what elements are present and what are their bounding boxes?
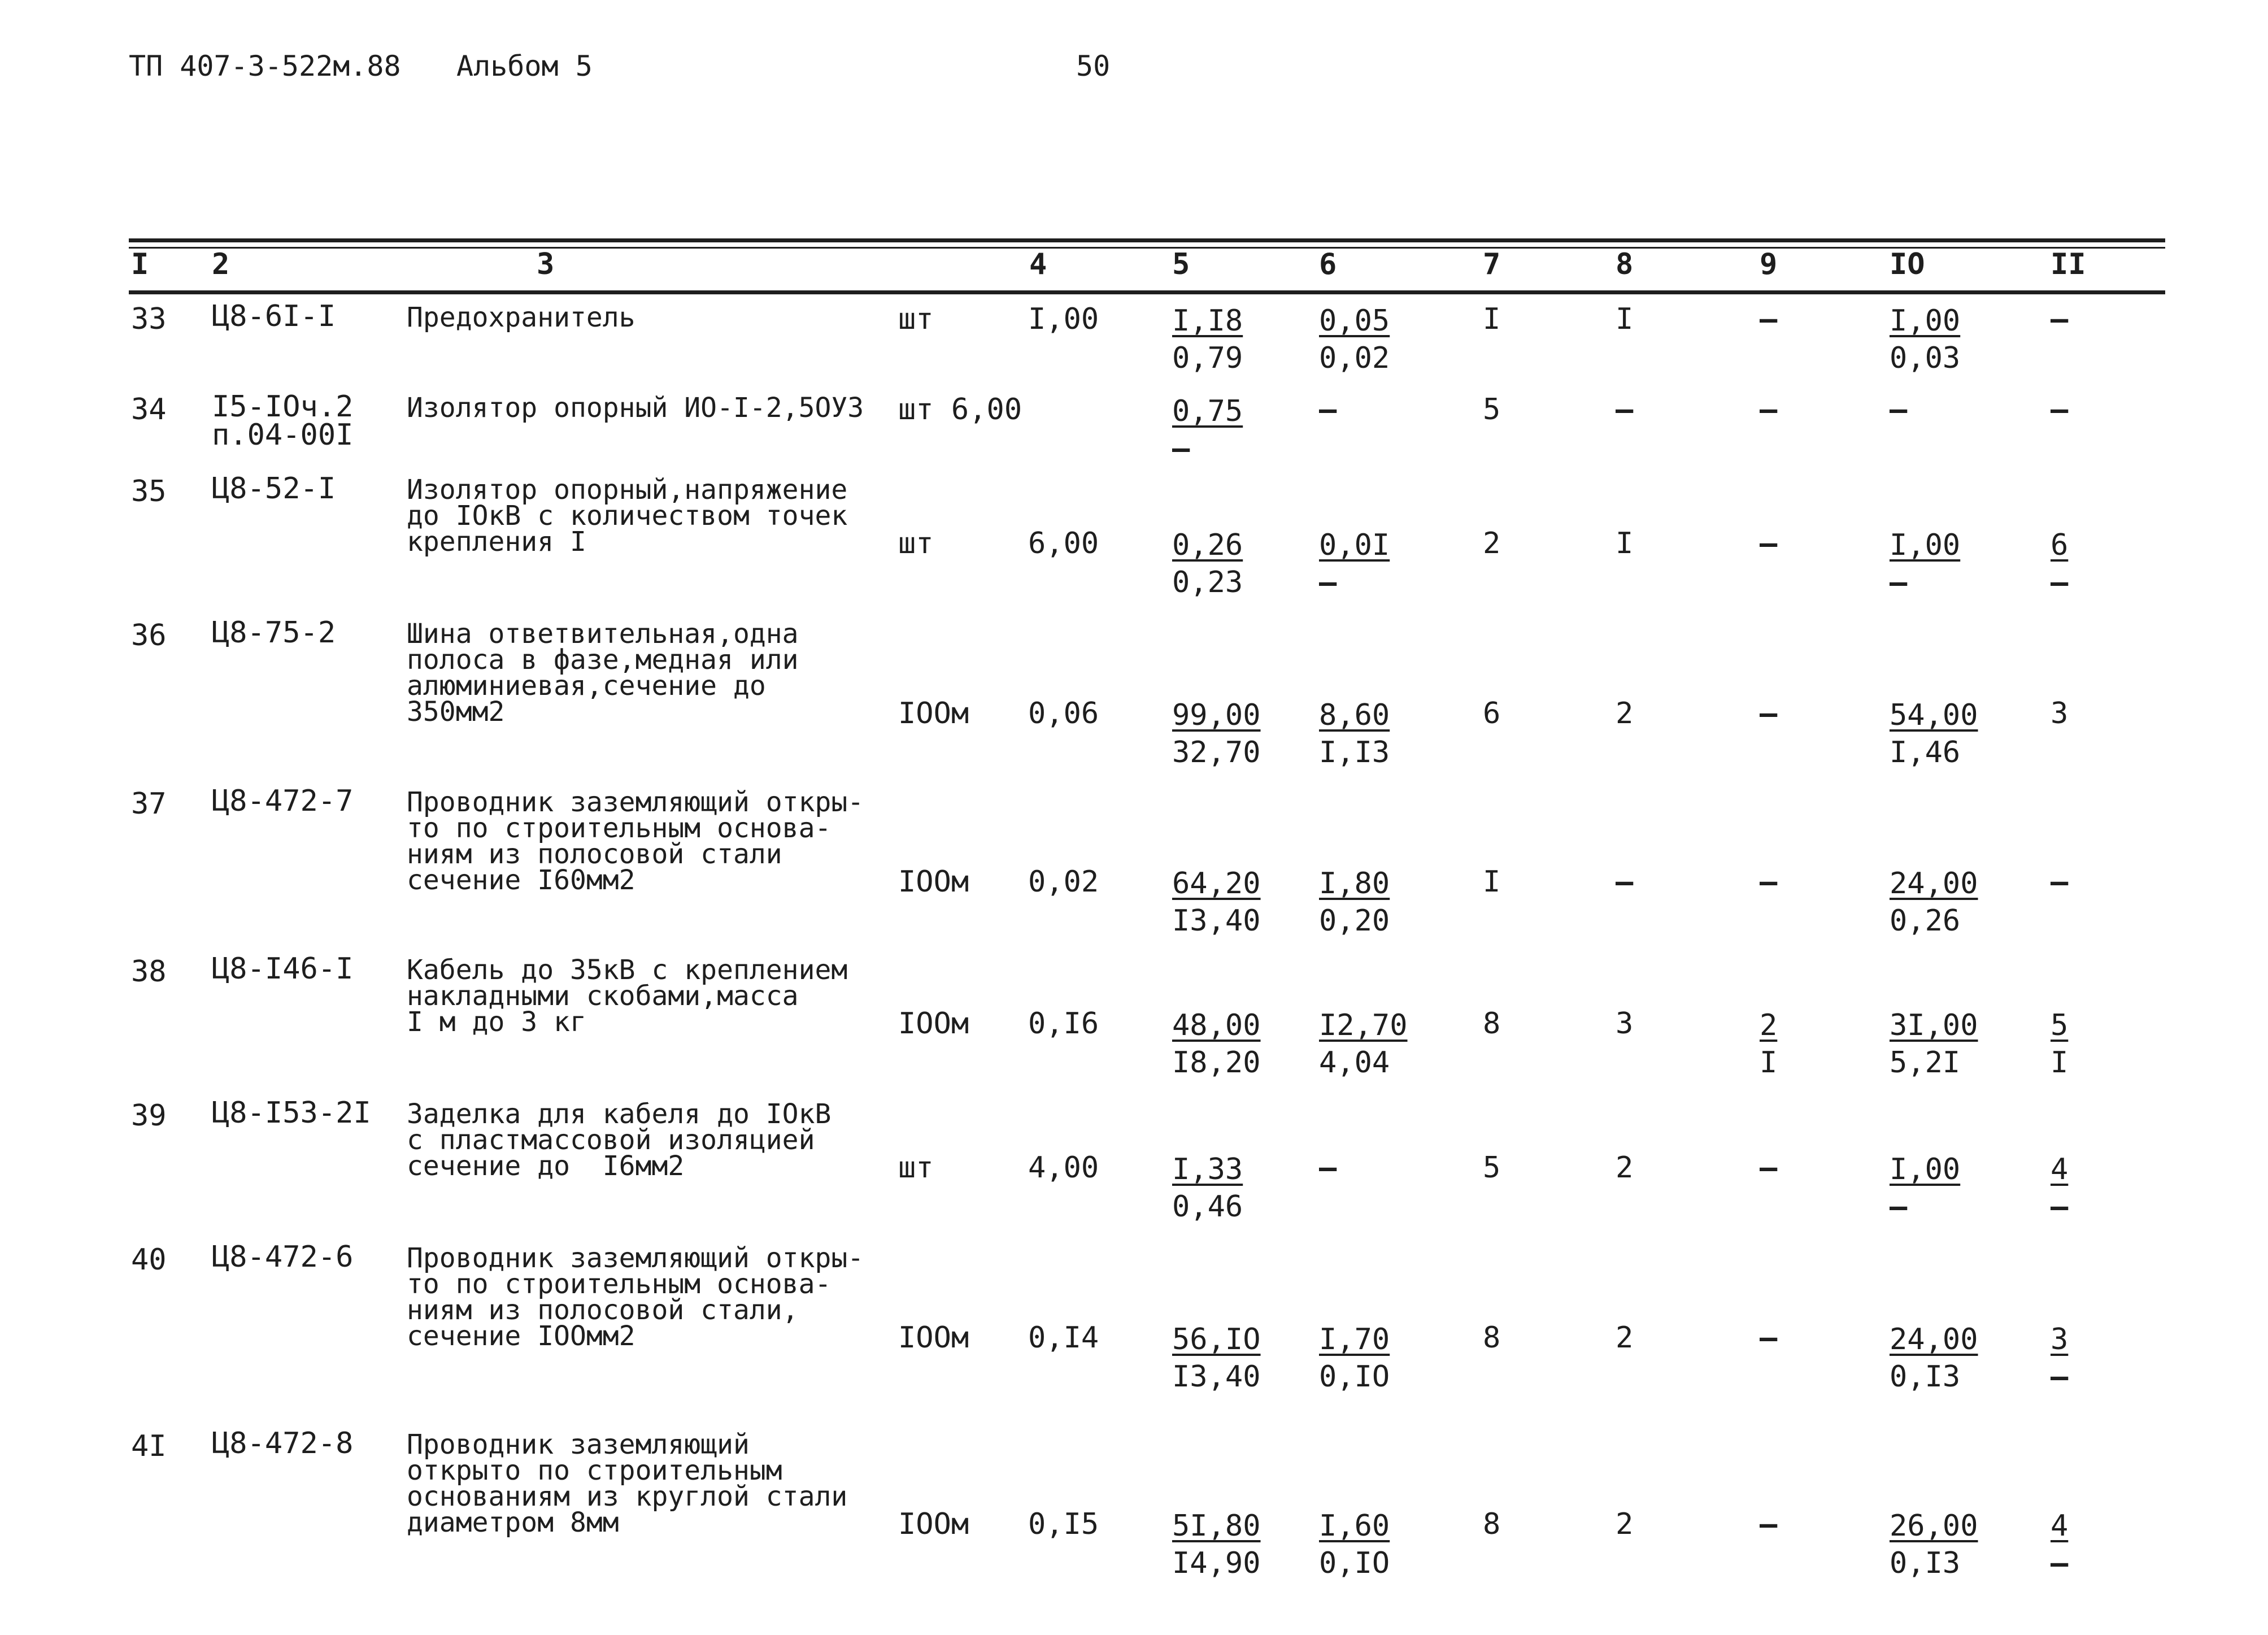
fraction-numerator: 64,20 <box>1172 867 1261 901</box>
work-name: Изолятор опорный,напряжение до IOкВ с количеством точек крепления I <box>407 474 848 558</box>
page-number: 50 <box>1076 50 1111 82</box>
fraction-denominator: I3,40 <box>1172 904 1261 938</box>
fraction-numerator: 5I,80 <box>1172 1509 1261 1543</box>
col-11-value <box>2051 1007 2068 1081</box>
fraction-numerator: 6 <box>2051 528 2069 562</box>
unit: IOOм <box>898 1007 969 1041</box>
unit: шт <box>898 527 934 560</box>
quantity: 0,06 <box>1028 697 1099 730</box>
fraction-denominator: 0,79 <box>1172 341 1243 375</box>
col-11-value: – <box>2051 393 2069 427</box>
row-number: 39 <box>131 1099 167 1133</box>
fraction-denominator: I <box>1760 1046 1778 1080</box>
fraction-denominator: 0,23 <box>1172 566 1243 599</box>
col-8-value: 2 <box>1616 1151 1634 1185</box>
work-name: Проводник заземляющий открыто по строительным основаниям из круглой стали диаметром 8мм <box>407 1429 848 1538</box>
fraction-denominator: – <box>2051 1360 2069 1394</box>
work-name: Проводник заземляющий откры- то по строительным основа- ниям из полосовой стали сечение I60мм2 <box>407 786 864 896</box>
col-10-value <box>1890 1321 1978 1395</box>
col-header-6: 6 <box>1319 247 1337 281</box>
col-11-value: – <box>2051 302 2069 336</box>
col-10-value <box>1890 865 1978 940</box>
col-10-value <box>1890 1007 1978 1081</box>
col-header-1: I <box>131 247 149 281</box>
col-8-value: 2 <box>1616 697 1634 730</box>
col-8-value: – <box>1616 393 1634 427</box>
col-8-value: I <box>1616 302 1634 336</box>
unit: шт <box>898 1151 934 1185</box>
col-header-8: 8 <box>1616 247 1634 281</box>
col-7-value: 5 <box>1483 1151 1501 1185</box>
col-5-value <box>1172 697 1261 771</box>
col-7-value: 8 <box>1483 1007 1501 1041</box>
rate-code: Ц8-6I-I <box>212 299 336 333</box>
unit: IOOм <box>898 697 969 730</box>
unit: шт <box>898 302 934 336</box>
fraction-denominator: – <box>2051 1190 2069 1224</box>
fraction-numerator: 0,26 <box>1172 528 1243 562</box>
unit: шт 6,00 <box>898 393 1022 427</box>
col-10-value <box>1890 697 1978 771</box>
fraction-denominator: I,46 <box>1890 736 1961 769</box>
fraction-numerator: 0,0I <box>1319 528 1390 562</box>
col-7-value: 5 <box>1483 393 1501 427</box>
col-9-value: – <box>1760 1507 1778 1541</box>
row-number: 36 <box>131 619 167 653</box>
col-5-value <box>1172 302 1243 377</box>
col-5-value <box>1172 527 1243 601</box>
unit: IOOм <box>898 1507 969 1541</box>
fraction-numerator: I,60 <box>1319 1509 1390 1543</box>
work-name: Изолятор опорный ИО-I-2,5ОУ3 <box>407 392 864 424</box>
quantity: 6,00 <box>1028 527 1099 560</box>
col-5-value <box>1172 1007 1261 1081</box>
col-header-10: IO <box>1890 247 1925 281</box>
col-11-value <box>2051 1151 2068 1225</box>
col-6-value <box>1319 302 1390 377</box>
col-6-value <box>1319 697 1390 771</box>
work-name: Шина ответвительная,одна полоса в фазе,медная или алюминиевая,сечение до 350мм2 <box>407 618 799 728</box>
fraction-denominator: 4,04 <box>1319 1046 1390 1080</box>
fraction-denominator: – <box>1890 566 1908 599</box>
col-header-11: II <box>2051 247 2086 281</box>
col-10-value <box>1890 1151 1960 1225</box>
document-code: ТП 407-3-522м.88 <box>129 50 401 82</box>
fraction-numerator: I,00 <box>1890 528 1961 562</box>
row-number: 4I <box>131 1429 167 1463</box>
col-11-value: – <box>2051 865 2069 899</box>
rate-code: Ц8-472-6 <box>212 1240 354 1274</box>
row-number: 33 <box>131 302 167 336</box>
fraction-denominator: – <box>1319 566 1337 599</box>
col-9-value: – <box>1760 302 1778 336</box>
col-10-value: – <box>1890 393 1908 427</box>
fraction-numerator: 48,00 <box>1172 1008 1261 1042</box>
quantity: I,00 <box>1028 302 1099 336</box>
fraction-numerator: 24,00 <box>1890 1323 1978 1356</box>
fraction-denominator: I3,40 <box>1172 1360 1261 1394</box>
fraction-numerator: 8,60 <box>1319 698 1390 732</box>
rate-code: Ц8-75-2 <box>212 616 336 650</box>
col-5-value <box>1172 1321 1261 1395</box>
fraction-denominator: 5,2I <box>1890 1046 1961 1080</box>
unit: IOOм <box>898 865 969 899</box>
col-8-value: I <box>1616 527 1634 560</box>
col-9-value: – <box>1760 865 1778 899</box>
fraction-numerator: 26,00 <box>1890 1509 1978 1543</box>
row-number: 37 <box>131 787 167 821</box>
fraction-numerator: I,33 <box>1172 1153 1243 1186</box>
work-name: Кабель до 35кВ с креплением накладными скобами,масса I м до 3 кг <box>407 954 848 1038</box>
fraction-numerator: 4 <box>2051 1153 2069 1186</box>
col-7-value: 6 <box>1483 697 1501 730</box>
col-7-value: 2 <box>1483 527 1501 560</box>
fraction-numerator: 54,00 <box>1890 698 1978 732</box>
fraction-numerator: 3 <box>2051 1323 2069 1356</box>
col-5-value <box>1172 1507 1261 1582</box>
fraction-numerator: 3I,00 <box>1890 1008 1978 1042</box>
fraction-denominator: I <box>2051 1046 2069 1080</box>
col-11-value <box>2051 1507 2068 1582</box>
col-9-value: – <box>1760 527 1778 560</box>
col-5-value <box>1172 393 1243 467</box>
fraction-denominator: 0,IO <box>1319 1546 1390 1580</box>
col-6-value <box>1319 1507 1390 1582</box>
fraction-denominator: 0,20 <box>1319 904 1390 938</box>
fraction-numerator: 0,05 <box>1319 304 1390 338</box>
rate-code: Ц8-472-8 <box>212 1427 354 1460</box>
col-6-value: – <box>1319 393 1337 427</box>
row-number: 40 <box>131 1243 167 1277</box>
fraction-denominator: 0,I3 <box>1890 1546 1961 1580</box>
col-10-value <box>1890 527 1960 601</box>
rate-code: I5-IOч.2 п.04-00I <box>212 390 354 452</box>
col-9-value: – <box>1760 1151 1778 1185</box>
col-6-value <box>1319 1007 1408 1081</box>
col-header-7: 7 <box>1483 247 1501 281</box>
fraction-numerator: 5 <box>2051 1008 2069 1042</box>
fraction-denominator: 0,I3 <box>1890 1360 1961 1394</box>
fraction-numerator: 24,00 <box>1890 867 1978 901</box>
col-10-value <box>1890 302 1960 377</box>
fraction-denominator: 0,03 <box>1890 341 1961 375</box>
fraction-denominator: 0,02 <box>1319 341 1390 375</box>
col-11-value: 3 <box>2051 697 2069 730</box>
col-7-value: 8 <box>1483 1321 1501 1355</box>
fraction-numerator: 2 <box>1760 1008 1778 1042</box>
fraction-denominator: I,I3 <box>1319 736 1390 769</box>
col-8-value: 3 <box>1616 1007 1634 1041</box>
fraction-denominator: 0,46 <box>1172 1190 1243 1224</box>
fraction-numerator: 4 <box>2051 1509 2069 1543</box>
col-9-value <box>1760 1007 1777 1081</box>
row-number: 35 <box>131 475 167 508</box>
rate-code: Ц8-I53-2I <box>212 1096 371 1130</box>
fraction-numerator: I,I8 <box>1172 304 1243 338</box>
quantity: 0,I5 <box>1028 1507 1099 1541</box>
fraction-denominator: I4,90 <box>1172 1546 1261 1580</box>
fraction-denominator: – <box>2051 1546 2069 1580</box>
fraction-denominator: I8,20 <box>1172 1046 1261 1080</box>
fraction-denominator: 0,IO <box>1319 1360 1390 1394</box>
rate-code: Ц8-52-I <box>212 472 336 506</box>
fraction-numerator: 99,00 <box>1172 698 1261 732</box>
col-6-value <box>1319 865 1390 940</box>
fraction-denominator: 0,26 <box>1890 904 1961 938</box>
col-8-value: – <box>1616 865 1634 899</box>
col-header-4: 4 <box>1029 247 1047 281</box>
col-6-value: – <box>1319 1151 1337 1185</box>
fraction-numerator: I,00 <box>1890 304 1961 338</box>
album-label: Альбом 5 <box>456 50 593 82</box>
col-7-value: 8 <box>1483 1507 1501 1541</box>
fraction-numerator: I,80 <box>1319 867 1390 901</box>
row-number: 34 <box>131 393 167 427</box>
col-11-value <box>2051 1321 2068 1395</box>
work-name: Предохранитель <box>407 302 635 333</box>
col-header-5: 5 <box>1172 247 1190 281</box>
col-header-3: 3 <box>537 247 555 281</box>
fraction-denominator: 32,70 <box>1172 736 1261 769</box>
col-11-value <box>2051 527 2068 601</box>
col-9-value: – <box>1760 393 1778 427</box>
fraction-denominator: – <box>1172 432 1190 466</box>
rate-code: Ц8-472-7 <box>212 784 354 818</box>
col-8-value: 2 <box>1616 1507 1634 1541</box>
fraction-numerator: 0,75 <box>1172 394 1243 428</box>
unit: IOOм <box>898 1321 969 1355</box>
col-5-value <box>1172 1151 1243 1225</box>
fraction-denominator: – <box>2051 566 2069 599</box>
col-10-value <box>1890 1507 1978 1582</box>
col-9-value: – <box>1760 697 1778 730</box>
col-6-value <box>1319 1321 1390 1395</box>
fraction-numerator: I2,70 <box>1319 1008 1408 1042</box>
col-8-value: 2 <box>1616 1321 1634 1355</box>
fraction-numerator: I,70 <box>1319 1323 1390 1356</box>
col-6-value <box>1319 527 1390 601</box>
col-9-value: – <box>1760 1321 1778 1355</box>
quantity: 0,02 <box>1028 865 1099 899</box>
rate-code: Ц8-I46-I <box>212 952 354 986</box>
fraction-numerator: 56,IO <box>1172 1323 1261 1356</box>
fraction-denominator: – <box>1890 1190 1908 1224</box>
fraction-numerator: I,00 <box>1890 1153 1961 1186</box>
col-7-value: I <box>1483 302 1501 336</box>
col-header-2: 2 <box>212 247 230 281</box>
work-name: Проводник заземляющий откры- то по строительным основа- ниям из полосовой стали, сечение IOOмм2 <box>407 1242 864 1352</box>
col-7-value: I <box>1483 865 1501 899</box>
quantity: 4,00 <box>1028 1151 1099 1185</box>
quantity: 0,I4 <box>1028 1321 1099 1355</box>
col-header-9: 9 <box>1760 247 1778 281</box>
row-number: 38 <box>131 955 167 989</box>
work-name: Заделка для кабеля до IOкВ с пластмассовой изоляцией сечение до I6мм2 <box>407 1098 832 1182</box>
quantity: 0,I6 <box>1028 1007 1099 1041</box>
col-5-value <box>1172 865 1261 940</box>
